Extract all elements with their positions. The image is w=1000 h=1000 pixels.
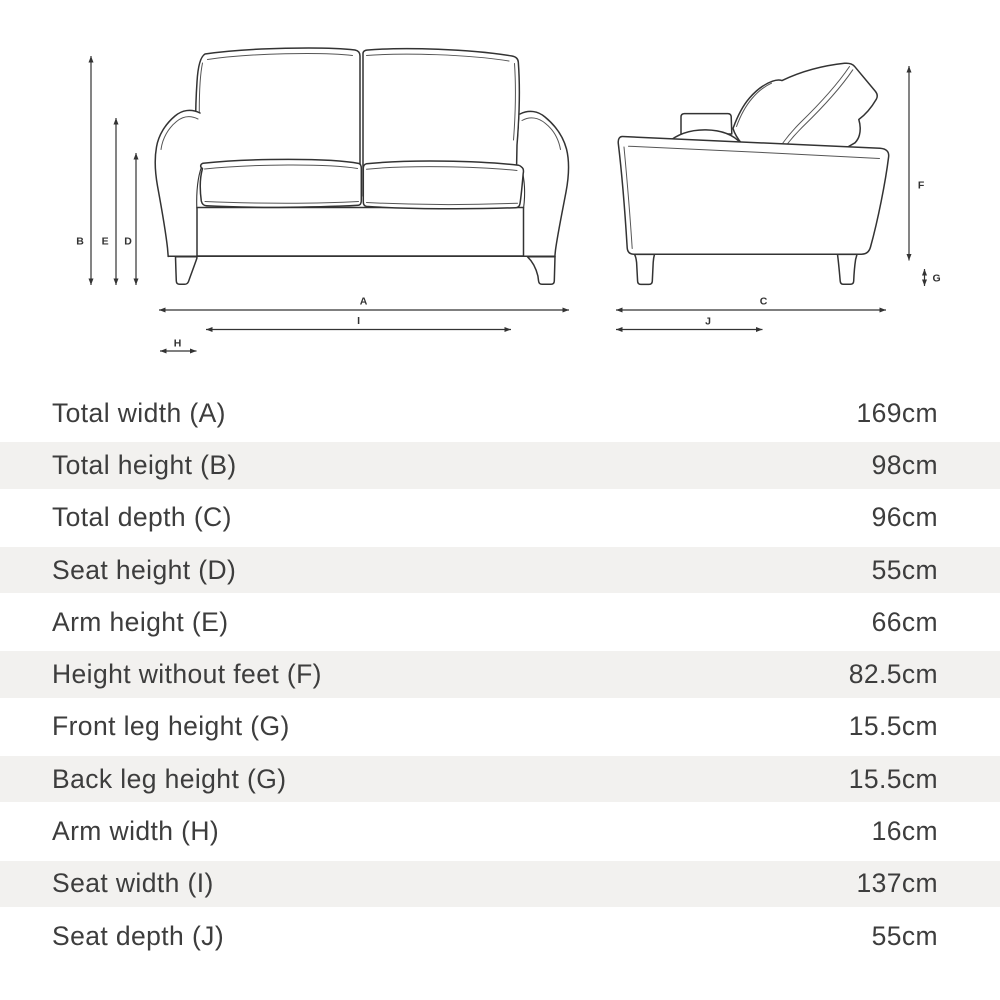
dim-label-C: C [759,295,769,308]
dimension-value: 98cm [871,449,938,480]
dim-label-D: D [124,235,133,248]
dim-label-E: E [101,235,110,248]
side-front-leg [635,254,655,284]
dim-label-A: A [359,295,369,308]
table-row [0,704,1000,750]
dim-label-I: I [357,315,361,327]
dimension-value: 55cm [871,554,938,585]
table-row [0,390,1000,436]
table-row [0,442,1000,488]
dimension-value: 169cm [856,397,938,428]
front-left-leg [176,257,198,285]
dimension-value: 96cm [871,502,938,533]
dimensions-diagram [0,0,1000,375]
table-row [0,913,1000,959]
dimension-label: Seat depth (J) [52,920,225,951]
side-body [618,136,888,254]
dimension-value: 16cm [871,816,938,847]
front-right-leg [528,257,556,285]
dimension-label: Back leg height (G) [52,763,287,794]
dimension-value: 82.5cm [848,659,938,690]
dimension-label: Arm width (H) [52,816,220,847]
front-seat-cushion-right [363,161,523,209]
dimension-label: Total depth (C) [52,502,232,533]
table-row [0,547,1000,593]
dimension-label: Seat height (D) [52,554,237,585]
dimensions-table [0,390,1000,959]
table-row [0,808,1000,854]
table-row [0,599,1000,645]
dimension-label: Total height (B) [52,449,237,480]
front-right-arm [518,111,569,256]
side-back-leg [838,254,858,284]
dim-label-H: H [173,337,183,350]
dimension-value: 55cm [871,920,938,951]
dimension-value: 15.5cm [848,763,938,794]
dimension-label: Seat width (I) [52,868,214,899]
front-base [197,208,524,257]
dimension-value: 15.5cm [848,711,938,742]
dimension-label: Total width (A) [52,397,226,428]
sofa-front-view [155,48,568,284]
dimension-label: Height without feet (F) [52,659,322,690]
side-back-cushion [733,63,877,148]
table-row [0,495,1000,541]
dim-label-G: G [932,272,942,285]
table-row [0,651,1000,697]
table-row [0,861,1000,907]
dimension-value: 137cm [856,868,938,899]
dim-label-J: J [705,315,712,328]
dimension-label: Arm height (E) [52,606,229,637]
dim-label-F: F [917,179,926,192]
table-row [0,756,1000,802]
sofa-side-view [618,63,888,284]
dimension-value: 66cm [871,606,938,637]
dimension-label: Front leg height (G) [52,711,290,742]
dim-label-B: B [76,235,85,248]
